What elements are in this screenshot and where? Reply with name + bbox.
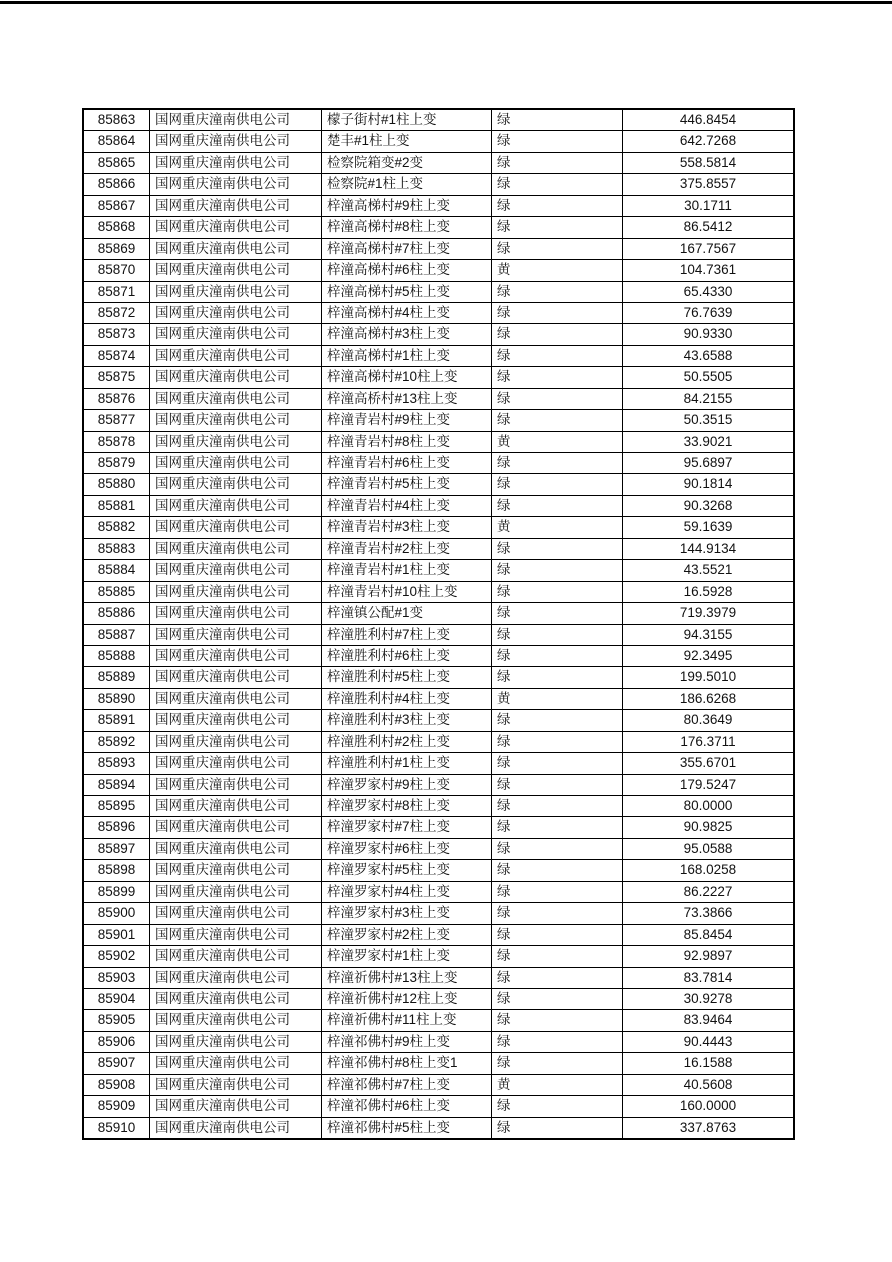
table-row	[83, 753, 794, 774]
cell-company: 国网重庆潼南供电公司	[150, 946, 322, 967]
cell-device: 梓潼胜利村#2柱上变	[322, 731, 492, 752]
cell-id: 85866	[83, 174, 150, 195]
cell-device: 梓潼胜利村#6柱上变	[322, 645, 492, 666]
table-row	[83, 581, 794, 602]
cell-device: 梓潼祈佛村#12柱上变	[322, 988, 492, 1009]
cell-status: 绿	[492, 324, 623, 345]
cell-id: 85883	[83, 538, 150, 559]
cell-device: 梓潼祁佛村#9柱上变	[322, 1031, 492, 1052]
cell-status: 绿	[492, 538, 623, 559]
cell-status: 绿	[492, 817, 623, 838]
cell-company: 国网重庆潼南供电公司	[150, 260, 322, 281]
cell-value: 176.3711	[623, 731, 795, 752]
table-row	[83, 453, 794, 474]
records-table	[82, 108, 795, 1140]
cell-company: 国网重庆潼南供电公司	[150, 453, 322, 474]
cell-status: 绿	[492, 731, 623, 752]
table-row	[83, 1010, 794, 1031]
cell-device: 梓潼胜利村#4柱上变	[322, 688, 492, 709]
cell-company: 国网重庆潼南供电公司	[150, 860, 322, 881]
cell-company: 国网重庆潼南供电公司	[150, 1096, 322, 1117]
cell-device: 梓潼高梯村#10柱上变	[322, 367, 492, 388]
cell-status: 绿	[492, 667, 623, 688]
cell-id: 85899	[83, 881, 150, 902]
cell-company: 国网重庆潼南供电公司	[150, 281, 322, 302]
cell-value: 90.9330	[623, 324, 795, 345]
table-row	[83, 517, 794, 538]
cell-value: 83.9464	[623, 1010, 795, 1031]
cell-id: 85908	[83, 1074, 150, 1095]
cell-id: 85865	[83, 152, 150, 173]
table-row	[83, 881, 794, 902]
cell-device: 梓潼罗家村#2柱上变	[322, 924, 492, 945]
cell-company: 国网重庆潼南供电公司	[150, 903, 322, 924]
cell-id: 85893	[83, 753, 150, 774]
table-row	[83, 388, 794, 409]
table-row	[83, 324, 794, 345]
cell-status: 黄	[492, 517, 623, 538]
cell-status: 绿	[492, 238, 623, 259]
table-row	[83, 345, 794, 366]
cell-value: 16.5928	[623, 581, 795, 602]
table-row	[83, 474, 794, 495]
table-row	[83, 367, 794, 388]
table-row	[83, 1096, 794, 1117]
cell-device: 梓潼青岩村#1柱上变	[322, 560, 492, 581]
cell-status: 绿	[492, 560, 623, 581]
cell-id: 85905	[83, 1010, 150, 1031]
cell-company: 国网重庆潼南供电公司	[150, 881, 322, 902]
cell-value: 30.9278	[623, 988, 795, 1009]
cell-status: 绿	[492, 881, 623, 902]
cell-id: 85887	[83, 624, 150, 645]
cell-value: 90.9825	[623, 817, 795, 838]
cell-id: 85889	[83, 667, 150, 688]
cell-status: 绿	[492, 495, 623, 516]
cell-device: 梓潼罗家村#5柱上变	[322, 860, 492, 881]
cell-company: 国网重庆潼南供电公司	[150, 388, 322, 409]
table-row	[83, 924, 794, 945]
cell-value: 65.4330	[623, 281, 795, 302]
cell-value: 199.5010	[623, 667, 795, 688]
cell-status: 绿	[492, 624, 623, 645]
cell-company: 国网重庆潼南供电公司	[150, 731, 322, 752]
cell-device: 梓潼罗家村#9柱上变	[322, 774, 492, 795]
cell-company: 国网重庆潼南供电公司	[150, 1010, 322, 1031]
cell-id: 85884	[83, 560, 150, 581]
cell-id: 85891	[83, 710, 150, 731]
cell-company: 国网重庆潼南供电公司	[150, 624, 322, 645]
cell-status: 绿	[492, 838, 623, 859]
cell-id: 85878	[83, 431, 150, 452]
table-row	[83, 603, 794, 624]
cell-id: 85898	[83, 860, 150, 881]
cell-value: 85.8454	[623, 924, 795, 945]
cell-device: 检察院#1柱上变	[322, 174, 492, 195]
cell-id: 85897	[83, 838, 150, 859]
cell-status: 绿	[492, 1053, 623, 1074]
cell-id: 85872	[83, 302, 150, 323]
table-row	[83, 667, 794, 688]
table-row	[83, 838, 794, 859]
table-row	[83, 946, 794, 967]
cell-id: 85896	[83, 817, 150, 838]
cell-value: 59.1639	[623, 517, 795, 538]
cell-id: 85886	[83, 603, 150, 624]
cell-company: 国网重庆潼南供电公司	[150, 753, 322, 774]
table-row	[83, 152, 794, 173]
table-row	[83, 774, 794, 795]
cell-company: 国网重庆潼南供电公司	[150, 109, 322, 131]
cell-device: 梓潼祁佛村#7柱上变	[322, 1074, 492, 1095]
cell-status: 绿	[492, 1096, 623, 1117]
cell-value: 90.1814	[623, 474, 795, 495]
cell-device: 梓潼胜利村#5柱上变	[322, 667, 492, 688]
cell-status: 绿	[492, 367, 623, 388]
cell-id: 85882	[83, 517, 150, 538]
cell-device: 梓潼胜利村#3柱上变	[322, 710, 492, 731]
cell-value: 90.4443	[623, 1031, 795, 1052]
cell-value: 30.1711	[623, 195, 795, 216]
cell-status: 绿	[492, 131, 623, 152]
cell-id: 85901	[83, 924, 150, 945]
cell-value: 168.0258	[623, 860, 795, 881]
cell-id: 85881	[83, 495, 150, 516]
cell-status: 绿	[492, 1117, 623, 1139]
cell-status: 黄	[492, 260, 623, 281]
cell-id: 85892	[83, 731, 150, 752]
table-row	[83, 988, 794, 1009]
cell-value: 92.9897	[623, 946, 795, 967]
cell-company: 国网重庆潼南供电公司	[150, 345, 322, 366]
cell-id: 85879	[83, 453, 150, 474]
cell-value: 92.3495	[623, 645, 795, 666]
cell-device: 梓潼青岩村#3柱上变	[322, 517, 492, 538]
cell-status: 绿	[492, 581, 623, 602]
cell-id: 85877	[83, 410, 150, 431]
cell-status: 绿	[492, 967, 623, 988]
cell-status: 绿	[492, 946, 623, 967]
cell-company: 国网重庆潼南供电公司	[150, 688, 322, 709]
table-row	[83, 1053, 794, 1074]
cell-device: 梓潼罗家村#4柱上变	[322, 881, 492, 902]
cell-device: 梓潼罗家村#1柱上变	[322, 946, 492, 967]
cell-status: 绿	[492, 345, 623, 366]
cell-device: 梓潼祁佛村#6柱上变	[322, 1096, 492, 1117]
table-row	[83, 238, 794, 259]
cell-device: 梓潼罗家村#6柱上变	[322, 838, 492, 859]
cell-value: 355.6701	[623, 753, 795, 774]
cell-status: 绿	[492, 388, 623, 409]
cell-id: 85863	[83, 109, 150, 131]
cell-device: 梓潼胜利村#1柱上变	[322, 753, 492, 774]
cell-company: 国网重庆潼南供电公司	[150, 924, 322, 945]
cell-company: 国网重庆潼南供电公司	[150, 538, 322, 559]
cell-company: 国网重庆潼南供电公司	[150, 710, 322, 731]
table-row	[83, 109, 794, 131]
cell-value: 33.9021	[623, 431, 795, 452]
cell-value: 83.7814	[623, 967, 795, 988]
cell-company: 国网重庆潼南供电公司	[150, 1074, 322, 1095]
cell-status: 绿	[492, 1031, 623, 1052]
cell-company: 国网重庆潼南供电公司	[150, 581, 322, 602]
cell-value: 86.5412	[623, 217, 795, 238]
table-row	[83, 195, 794, 216]
cell-value: 375.8557	[623, 174, 795, 195]
cell-id: 85904	[83, 988, 150, 1009]
cell-device: 梓潼胜利村#7柱上变	[322, 624, 492, 645]
cell-status: 绿	[492, 1010, 623, 1031]
cell-id: 85876	[83, 388, 150, 409]
cell-company: 国网重庆潼南供电公司	[150, 302, 322, 323]
table-row	[83, 624, 794, 645]
cell-value: 84.2155	[623, 388, 795, 409]
table-row	[83, 645, 794, 666]
cell-id: 85900	[83, 903, 150, 924]
cell-value: 104.7361	[623, 260, 795, 281]
cell-value: 86.2227	[623, 881, 795, 902]
cell-device: 梓潼青岩村#5柱上变	[322, 474, 492, 495]
cell-device: 梓潼高梯村#4柱上变	[322, 302, 492, 323]
table-row	[83, 302, 794, 323]
cell-value: 90.3268	[623, 495, 795, 516]
cell-id: 85869	[83, 238, 150, 259]
cell-device: 梓潼高梯村#9柱上变	[322, 195, 492, 216]
cell-id: 85888	[83, 645, 150, 666]
cell-device: 梓潼祁佛村#8柱上变1	[322, 1053, 492, 1074]
cell-device: 梓潼高梯村#1柱上变	[322, 345, 492, 366]
cell-company: 国网重庆潼南供电公司	[150, 131, 322, 152]
cell-id: 85870	[83, 260, 150, 281]
table-row	[83, 710, 794, 731]
cell-company: 国网重庆潼南供电公司	[150, 431, 322, 452]
cell-status: 黄	[492, 688, 623, 709]
cell-device: 梓潼罗家村#7柱上变	[322, 817, 492, 838]
cell-device: 梓潼祈佛村#11柱上变	[322, 1010, 492, 1031]
cell-device: 梓潼高梯村#5柱上变	[322, 281, 492, 302]
cell-status: 绿	[492, 860, 623, 881]
cell-id: 85909	[83, 1096, 150, 1117]
cell-status: 绿	[492, 903, 623, 924]
cell-status: 绿	[492, 453, 623, 474]
cell-device: 梓潼青岩村#4柱上变	[322, 495, 492, 516]
cell-company: 国网重庆潼南供电公司	[150, 474, 322, 495]
cell-company: 国网重庆潼南供电公司	[150, 195, 322, 216]
cell-status: 绿	[492, 174, 623, 195]
cell-device: 检察院箱变#2变	[322, 152, 492, 173]
cell-status: 绿	[492, 924, 623, 945]
table-row	[83, 495, 794, 516]
cell-id: 85868	[83, 217, 150, 238]
cell-value: 16.1588	[623, 1053, 795, 1074]
cell-status: 绿	[492, 753, 623, 774]
table-row	[83, 860, 794, 881]
cell-company: 国网重庆潼南供电公司	[150, 324, 322, 345]
cell-device: 梓潼青岩村#2柱上变	[322, 538, 492, 559]
cell-company: 国网重庆潼南供电公司	[150, 774, 322, 795]
cell-id: 85895	[83, 796, 150, 817]
cell-value: 95.0588	[623, 838, 795, 859]
table-body	[83, 109, 794, 1139]
cell-company: 国网重庆潼南供电公司	[150, 217, 322, 238]
cell-status: 绿	[492, 603, 623, 624]
cell-id: 85902	[83, 946, 150, 967]
cell-status: 绿	[492, 195, 623, 216]
cell-status: 绿	[492, 281, 623, 302]
cell-value: 186.6268	[623, 688, 795, 709]
top-border-line	[0, 1, 892, 4]
cell-id: 85890	[83, 688, 150, 709]
cell-company: 国网重庆潼南供电公司	[150, 367, 322, 388]
table-row	[83, 967, 794, 988]
cell-id: 85874	[83, 345, 150, 366]
cell-value: 94.3155	[623, 624, 795, 645]
cell-value: 558.5814	[623, 152, 795, 173]
cell-status: 绿	[492, 710, 623, 731]
table-row	[83, 260, 794, 281]
cell-status: 绿	[492, 796, 623, 817]
cell-device: 梓潼青岩村#8柱上变	[322, 431, 492, 452]
cell-company: 国网重庆潼南供电公司	[150, 495, 322, 516]
cell-company: 国网重庆潼南供电公司	[150, 645, 322, 666]
cell-status: 黄	[492, 1074, 623, 1095]
table-row	[83, 410, 794, 431]
table-row	[83, 903, 794, 924]
cell-company: 国网重庆潼南供电公司	[150, 410, 322, 431]
cell-device: 梓潼高梯村#8柱上变	[322, 217, 492, 238]
cell-value: 337.8763	[623, 1117, 795, 1139]
cell-value: 50.5505	[623, 367, 795, 388]
cell-value: 80.0000	[623, 796, 795, 817]
table-row	[83, 281, 794, 302]
cell-value: 167.7567	[623, 238, 795, 259]
cell-device: 梓潼高梯村#6柱上变	[322, 260, 492, 281]
cell-id: 85906	[83, 1031, 150, 1052]
cell-value: 76.7639	[623, 302, 795, 323]
cell-value: 144.9134	[623, 538, 795, 559]
cell-company: 国网重庆潼南供电公司	[150, 560, 322, 581]
cell-id: 85871	[83, 281, 150, 302]
cell-id: 85864	[83, 131, 150, 152]
table-row	[83, 1031, 794, 1052]
cell-id: 85873	[83, 324, 150, 345]
cell-company: 国网重庆潼南供电公司	[150, 1053, 322, 1074]
table-row	[83, 538, 794, 559]
cell-value: 160.0000	[623, 1096, 795, 1117]
cell-device: 梓潼青岩村#10柱上变	[322, 581, 492, 602]
cell-company: 国网重庆潼南供电公司	[150, 238, 322, 259]
table-row	[83, 1074, 794, 1095]
table-row	[83, 731, 794, 752]
cell-company: 国网重庆潼南供电公司	[150, 603, 322, 624]
cell-value: 446.8454	[623, 109, 795, 131]
cell-company: 国网重庆潼南供电公司	[150, 1031, 322, 1052]
cell-device: 梓潼罗家村#3柱上变	[322, 903, 492, 924]
cell-value: 50.3515	[623, 410, 795, 431]
cell-status: 绿	[492, 774, 623, 795]
cell-id: 85907	[83, 1053, 150, 1074]
cell-company: 国网重庆潼南供电公司	[150, 796, 322, 817]
cell-device: 梓潼青岩村#6柱上变	[322, 453, 492, 474]
cell-company: 国网重庆潼南供电公司	[150, 988, 322, 1009]
table-row	[83, 174, 794, 195]
table-row	[83, 217, 794, 238]
table-row	[83, 431, 794, 452]
cell-company: 国网重庆潼南供电公司	[150, 517, 322, 538]
table-row	[83, 131, 794, 152]
cell-device: 梓潼祁佛村#5柱上变	[322, 1117, 492, 1139]
cell-value: 73.3866	[623, 903, 795, 924]
cell-company: 国网重庆潼南供电公司	[150, 1117, 322, 1139]
cell-status: 绿	[492, 988, 623, 1009]
cell-id: 85885	[83, 581, 150, 602]
cell-status: 绿	[492, 109, 623, 131]
table-row	[83, 817, 794, 838]
cell-company: 国网重庆潼南供电公司	[150, 667, 322, 688]
cell-status: 绿	[492, 152, 623, 173]
cell-company: 国网重庆潼南供电公司	[150, 967, 322, 988]
cell-id: 85875	[83, 367, 150, 388]
cell-value: 43.5521	[623, 560, 795, 581]
cell-value: 642.7268	[623, 131, 795, 152]
cell-id: 85894	[83, 774, 150, 795]
table-row	[83, 1117, 794, 1139]
cell-device: 梓潼镇公配#1变	[322, 603, 492, 624]
cell-value: 40.5608	[623, 1074, 795, 1095]
cell-id: 85910	[83, 1117, 150, 1139]
cell-id: 85867	[83, 195, 150, 216]
cell-company: 国网重庆潼南供电公司	[150, 817, 322, 838]
cell-device: 梓潼高梯村#7柱上变	[322, 238, 492, 259]
cell-device: 梓潼罗家村#8柱上变	[322, 796, 492, 817]
cell-device: 檬子街村#1柱上变	[322, 109, 492, 131]
cell-status: 黄	[492, 431, 623, 452]
cell-status: 绿	[492, 217, 623, 238]
cell-status: 绿	[492, 302, 623, 323]
cell-id: 85880	[83, 474, 150, 495]
cell-device: 楚丰#1柱上变	[322, 131, 492, 152]
cell-value: 80.3649	[623, 710, 795, 731]
cell-value: 719.3979	[623, 603, 795, 624]
cell-company: 国网重庆潼南供电公司	[150, 838, 322, 859]
cell-device: 梓潼祈佛村#13柱上变	[322, 967, 492, 988]
cell-status: 绿	[492, 410, 623, 431]
cell-value: 43.6588	[623, 345, 795, 366]
cell-company: 国网重庆潼南供电公司	[150, 152, 322, 173]
cell-value: 95.6897	[623, 453, 795, 474]
cell-device: 梓潼高梯村#3柱上变	[322, 324, 492, 345]
cell-status: 绿	[492, 645, 623, 666]
table-row	[83, 560, 794, 581]
cell-id: 85903	[83, 967, 150, 988]
table-row	[83, 796, 794, 817]
cell-status: 绿	[492, 474, 623, 495]
cell-device: 梓潼青岩村#9柱上变	[322, 410, 492, 431]
cell-company: 国网重庆潼南供电公司	[150, 174, 322, 195]
cell-device: 梓潼高桥村#13柱上变	[322, 388, 492, 409]
cell-value: 179.5247	[623, 774, 795, 795]
table-row	[83, 688, 794, 709]
